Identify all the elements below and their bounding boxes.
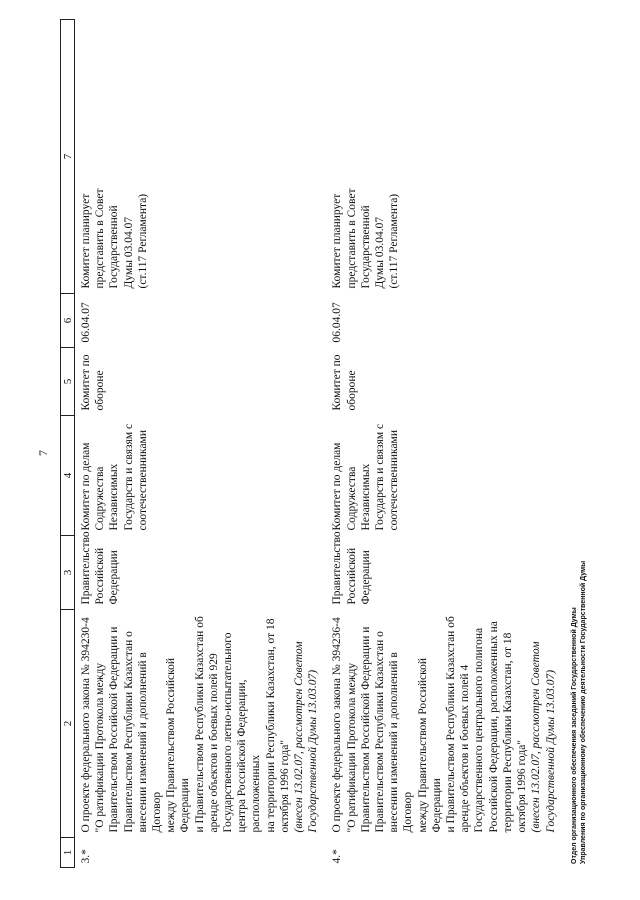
bills-table bbox=[60, 19, 564, 868]
page-number: 7 bbox=[36, 450, 50, 456]
status-line: Комитет планирует bbox=[331, 193, 344, 289]
bill-note-line: Государственной Думы 13.03.07) bbox=[307, 669, 320, 833]
column-header: 4 bbox=[61, 416, 75, 536]
initiator-cell: Правительство Российской Федерации bbox=[331, 531, 372, 605]
status-line: Думы 03.04.07 bbox=[122, 216, 135, 289]
column-header: 3 bbox=[61, 536, 75, 610]
rotated-page bbox=[36, 16, 600, 876]
bill-note-line: Государственной Думы 13.03.07) bbox=[544, 669, 557, 833]
bill-title-line: между Правительством Российской Федерации bbox=[416, 658, 443, 833]
bill-title-line: "О ратификации Протокола между bbox=[94, 662, 107, 833]
footer bbox=[570, 561, 588, 864]
table-row bbox=[326, 20, 563, 868]
bill-title-line: Правительством Российской Федерации и bbox=[108, 626, 121, 833]
bill-note-line: (внесен 13.02.07, рассмотрен Советом bbox=[530, 641, 543, 833]
initiator-cell: Правительство Российской Федерации bbox=[80, 531, 121, 605]
bill-title-line: внесении изменений и дополнений в Договор bbox=[388, 652, 415, 833]
bill-title-line: внесении изменений и дополнений в Договор bbox=[136, 652, 164, 833]
bill-title-line: "О ратификации Протокола между bbox=[345, 662, 358, 833]
status-cell bbox=[326, 20, 563, 294]
bill-title-line: Правительством Республики Казахстан о bbox=[122, 631, 135, 833]
status-line: представить в Совет bbox=[345, 188, 358, 289]
footer-line: Отдел организационного обеспечения заседаний Государственной Думы bbox=[571, 607, 578, 864]
column-header: 5 bbox=[61, 348, 75, 416]
bill-title-line: территории Республики Казахстан, от 18 bbox=[501, 632, 514, 833]
bill-title-line: на территории Республики Казахстан, от 18 bbox=[264, 618, 277, 833]
bill-note-line: (внесен 13.02.07, рассмотрен Советом bbox=[293, 641, 306, 833]
row-number: 3.* bbox=[80, 849, 92, 864]
status-line: Думы 03.04.07 bbox=[374, 216, 387, 289]
column-header: 6 bbox=[61, 294, 75, 348]
status-line: Государственной bbox=[359, 205, 372, 289]
bill-title-line: Государственного летно-испытательного bbox=[222, 632, 235, 833]
status-line: представить в Совет bbox=[94, 188, 107, 289]
bill-title-line: Правительством Республики Казахстан о bbox=[374, 631, 387, 833]
bill-title-line: аренде объектов и боевых полей 4 bbox=[459, 664, 472, 833]
bill-title-line: Государственного центрального полигона bbox=[473, 627, 486, 833]
bill-title-line: Правительством Российской Федерации и bbox=[359, 626, 372, 833]
header-row bbox=[61, 20, 75, 868]
status-line: Государственной bbox=[108, 205, 121, 289]
status-line: Комитет планирует bbox=[80, 193, 92, 289]
bill-title-line: между Правительством Российской Федерации bbox=[165, 658, 192, 833]
status-cell bbox=[75, 20, 327, 294]
co-committee-cell: Комитет по обороне bbox=[80, 354, 107, 411]
co-committee-cell: Комитет по обороне bbox=[331, 354, 358, 411]
bill-title-line: О проекте федерального закона № 394236-4 bbox=[331, 617, 344, 833]
status-line: (ст.117 Регламента) bbox=[136, 193, 149, 289]
bill-title-cell bbox=[326, 610, 563, 838]
column-header: 7 bbox=[61, 20, 75, 294]
bill-title-line: октября 1996 года" bbox=[278, 740, 291, 833]
date-cell: 06.04.07 bbox=[331, 302, 344, 343]
bill-title-line: центра Российской Федерации, расположенных bbox=[236, 679, 263, 833]
row-number: 4.* bbox=[331, 849, 344, 864]
bill-title-line: Российской Федерации, расположенных на bbox=[487, 621, 500, 833]
committee-cell: Комитет по делам Содружества Независимых Государств и связям с соотечественниками bbox=[80, 423, 149, 531]
footer-line: Управления по организационному обеспечению деятельности Государственной Думы bbox=[580, 560, 587, 864]
bill-title-line: октября 1996 года" bbox=[516, 740, 529, 833]
bill-title-line: и Правительством Республики Казахстан об bbox=[193, 616, 206, 833]
bill-title-cell bbox=[75, 610, 327, 838]
bill-title-line: О проекте федерального закона № 394230-4 bbox=[80, 617, 92, 833]
bill-title-line: аренде объектов и боевых полей 929 bbox=[207, 653, 220, 833]
date-cell: 06.04.07 bbox=[80, 302, 92, 343]
bill-title-line: и Правительством Республики Казахстан об bbox=[445, 616, 458, 833]
committee-cell: Комитет по делам Содружества Независимых Государств и связям с соотечественниками bbox=[331, 423, 401, 531]
table-row bbox=[75, 20, 327, 868]
status-line: (ст.117 Регламента) bbox=[388, 193, 401, 289]
column-header: 2 bbox=[61, 610, 75, 838]
column-header: 1 bbox=[61, 838, 75, 868]
